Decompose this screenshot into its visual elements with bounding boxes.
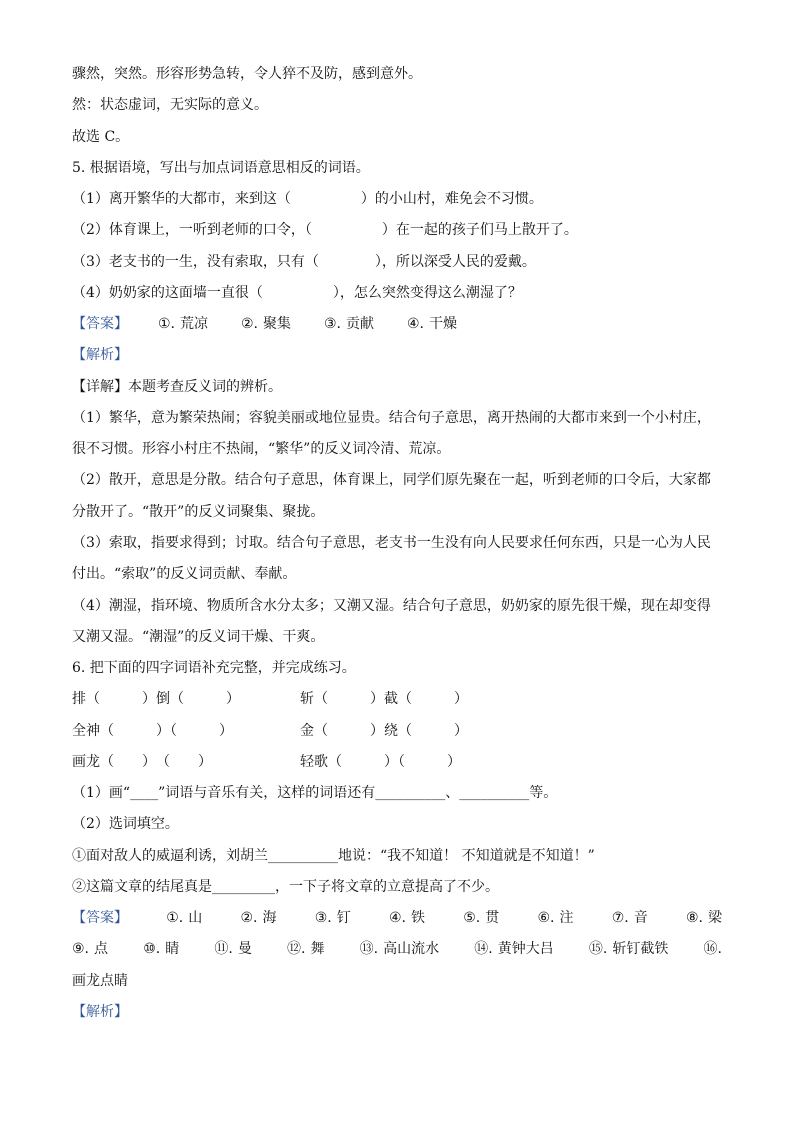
- q6-fill-sentence: ①面对敌人的威逼利诱，刘胡兰__________地说：“我不知道！ 不知道就是不知道！”: [72, 847, 595, 864]
- q5-explanation-line: 分散开了。“散开”的反义词聚集、聚拢。: [72, 503, 325, 520]
- answer-number: ⑬.: [359, 941, 379, 958]
- answer-number: ③.: [314, 910, 332, 927]
- answer-text: 铁: [411, 910, 425, 927]
- idiom-blank: 斩（ ）截（ ）: [300, 691, 468, 708]
- q5-explanation-line: （2）散开，意思是分散。结合句子意思，体育课上，同学们原先聚在一起，听到老师的口令后，大家都: [72, 472, 711, 489]
- q6-answer-continuation: 画龙点睛: [72, 972, 128, 989]
- q6-idiom-row: [72, 716, 722, 747]
- idiom-blank: 全神（ ）（ ）: [72, 722, 233, 739]
- answer-item: [360, 934, 439, 965]
- analysis-label: 【解析】: [72, 1003, 128, 1020]
- answer-number: ⑯.: [703, 941, 722, 958]
- answer-number: ⑪.: [214, 941, 233, 958]
- answer-label: 【答案】: [72, 316, 128, 333]
- answer-text: 注: [559, 910, 574, 927]
- answer-text: 海: [262, 910, 277, 927]
- answer-number: ⑦.: [611, 910, 629, 927]
- answer-text: 斩钉截铁: [612, 941, 669, 958]
- answer-item: [143, 934, 179, 965]
- answer-item: [686, 903, 722, 934]
- answer-number: ⑮.: [588, 941, 608, 958]
- answer-text: 睛: [165, 941, 180, 958]
- answer-text: 点: [94, 941, 109, 958]
- answer-number: ①.: [158, 316, 176, 333]
- q5-explanation-line: （4）潮湿，指环境、物质所含水分太多；又潮又湿。结合句子意思，奶奶家的原先很干燥，现在却变得: [72, 597, 711, 614]
- idiom-blank: 画龙（ ） （ ）: [72, 753, 212, 770]
- q6-fill-sentence: ②这篇文章的结尾真是_________，一下子将文章的立意提高了不少。: [72, 878, 499, 895]
- answer-number: ⑧.: [685, 910, 703, 927]
- answer-text: 黄钟大吕: [497, 941, 554, 958]
- answer-item: [407, 309, 460, 340]
- answer-item: [240, 903, 276, 934]
- answer-item: [214, 934, 251, 965]
- answer-item: [241, 309, 294, 340]
- q6-title: 6. 把下面的四字词语补充完整，并完成练习。: [72, 660, 356, 677]
- q6-idiom-row: [72, 684, 722, 715]
- answer-item: [463, 903, 499, 934]
- analysis-label: 【解析】: [72, 347, 128, 364]
- answer-text: 梁: [708, 910, 722, 927]
- q5-item: （2）体育课上，一听到老师的口令，（ ）在一起的孩子们马上散开了。: [72, 222, 578, 239]
- idiom-blank: 排（ ）倒（ ）: [72, 691, 240, 708]
- answer-item: [166, 903, 202, 934]
- answer-number: ②.: [240, 910, 258, 927]
- answer-text: 聚集: [263, 316, 292, 333]
- answer-text: 舞: [310, 941, 325, 958]
- answer-text: 山: [188, 910, 203, 927]
- answer-number: ③.: [324, 316, 342, 333]
- answer-text: 钉: [336, 910, 351, 927]
- answer-number: ⑤.: [463, 910, 481, 927]
- answer-text: 荒凉: [180, 316, 209, 333]
- intro-line: 骤然，突然。形容形势急转，令人猝不及防，感到意外。: [72, 66, 422, 82]
- answer-text: 贡献: [346, 316, 375, 333]
- answer-item: [315, 903, 351, 934]
- q5-explanation-line: 付出。“索取”的反义词贡献、奉献。: [72, 566, 297, 583]
- q5-item: （4）奶奶家的这面墙一直很（ ），怎么突然变得这么潮湿了？: [72, 284, 522, 301]
- answer-text: 干燥: [429, 316, 458, 333]
- answer-number: ④.: [388, 910, 406, 927]
- q5-item: （3）老支书的一生，没有索取，只有（ ），所以深受人民的爱戴。: [72, 253, 536, 270]
- q5-explanation-line: 又潮又湿。“潮湿”的反义词干燥、干爽。: [72, 628, 325, 645]
- q5-explanation-line: （1）繁华，意为繁荣热闹；容貌美丽或地位显贵。结合句子意思，离开热闹的大都市来到一个小村庄，: [72, 409, 711, 426]
- idiom-blank: 金（ ）绕（ ）: [300, 722, 468, 739]
- intro-line: 故选 C。: [72, 128, 130, 145]
- answer-number: ①.: [166, 910, 184, 927]
- answer-item: [72, 934, 108, 965]
- answer-number: ⑫.: [287, 941, 306, 958]
- idiom-blank: 轻歌（ ）（ ）: [300, 753, 461, 770]
- answer-item: [287, 934, 324, 965]
- answer-number: ②.: [241, 316, 259, 333]
- q6-answer-row: [72, 934, 722, 965]
- answer-number: ⑩.: [143, 941, 161, 958]
- q6-sub-question: （2）选词填空。: [72, 816, 179, 833]
- q5-detail: 【详解】本题考查反义词的辨析。: [72, 378, 282, 395]
- answer-item: [389, 903, 425, 934]
- answer-text: 曼: [237, 941, 252, 958]
- answer-text: 音: [633, 910, 648, 927]
- q5-answer-row: [72, 309, 722, 340]
- answer-number: ④.: [407, 316, 425, 333]
- q6-answer-row: [72, 903, 722, 934]
- answer-item: [474, 934, 553, 965]
- answer-item: [589, 934, 668, 965]
- answer-text: 贯: [485, 910, 500, 927]
- q5-title: 5. 根据语境，写出与加点词语意思相反的词语。: [72, 159, 370, 176]
- q5-item: （1）离开繁华的大都市，来到这（ ）的小山村，难免会不习惯。: [72, 191, 543, 208]
- answer-item: [612, 903, 648, 934]
- q6-idiom-row: [72, 747, 722, 778]
- answer-item: [704, 934, 722, 965]
- answer-item: [537, 903, 573, 934]
- answer-number: ⑭.: [474, 941, 493, 958]
- answer-label: 【答案】: [72, 910, 128, 927]
- answer-number: ⑨.: [72, 941, 90, 958]
- answer-item: [158, 309, 211, 340]
- q6-sub-question: （1）画“____”词语与音乐有关，这样的词语还有__________、__________等。: [72, 785, 558, 802]
- q5-explanation-line: 很不习惯。形容小村庄不热闹，“繁华”的反义词冷清、荒凉。: [72, 441, 451, 458]
- answer-number: ⑥.: [537, 910, 555, 927]
- q5-explanation-line: （3）索取，指要求得到；讨取。结合句子意思，老支书一生没有向人民要求任何东西，只是一心为人民: [72, 534, 711, 551]
- answer-text: 高山流水: [383, 941, 440, 958]
- answer-item: [324, 309, 377, 340]
- intro-line: 然：状态虚词，无实际的意义。: [72, 97, 268, 114]
